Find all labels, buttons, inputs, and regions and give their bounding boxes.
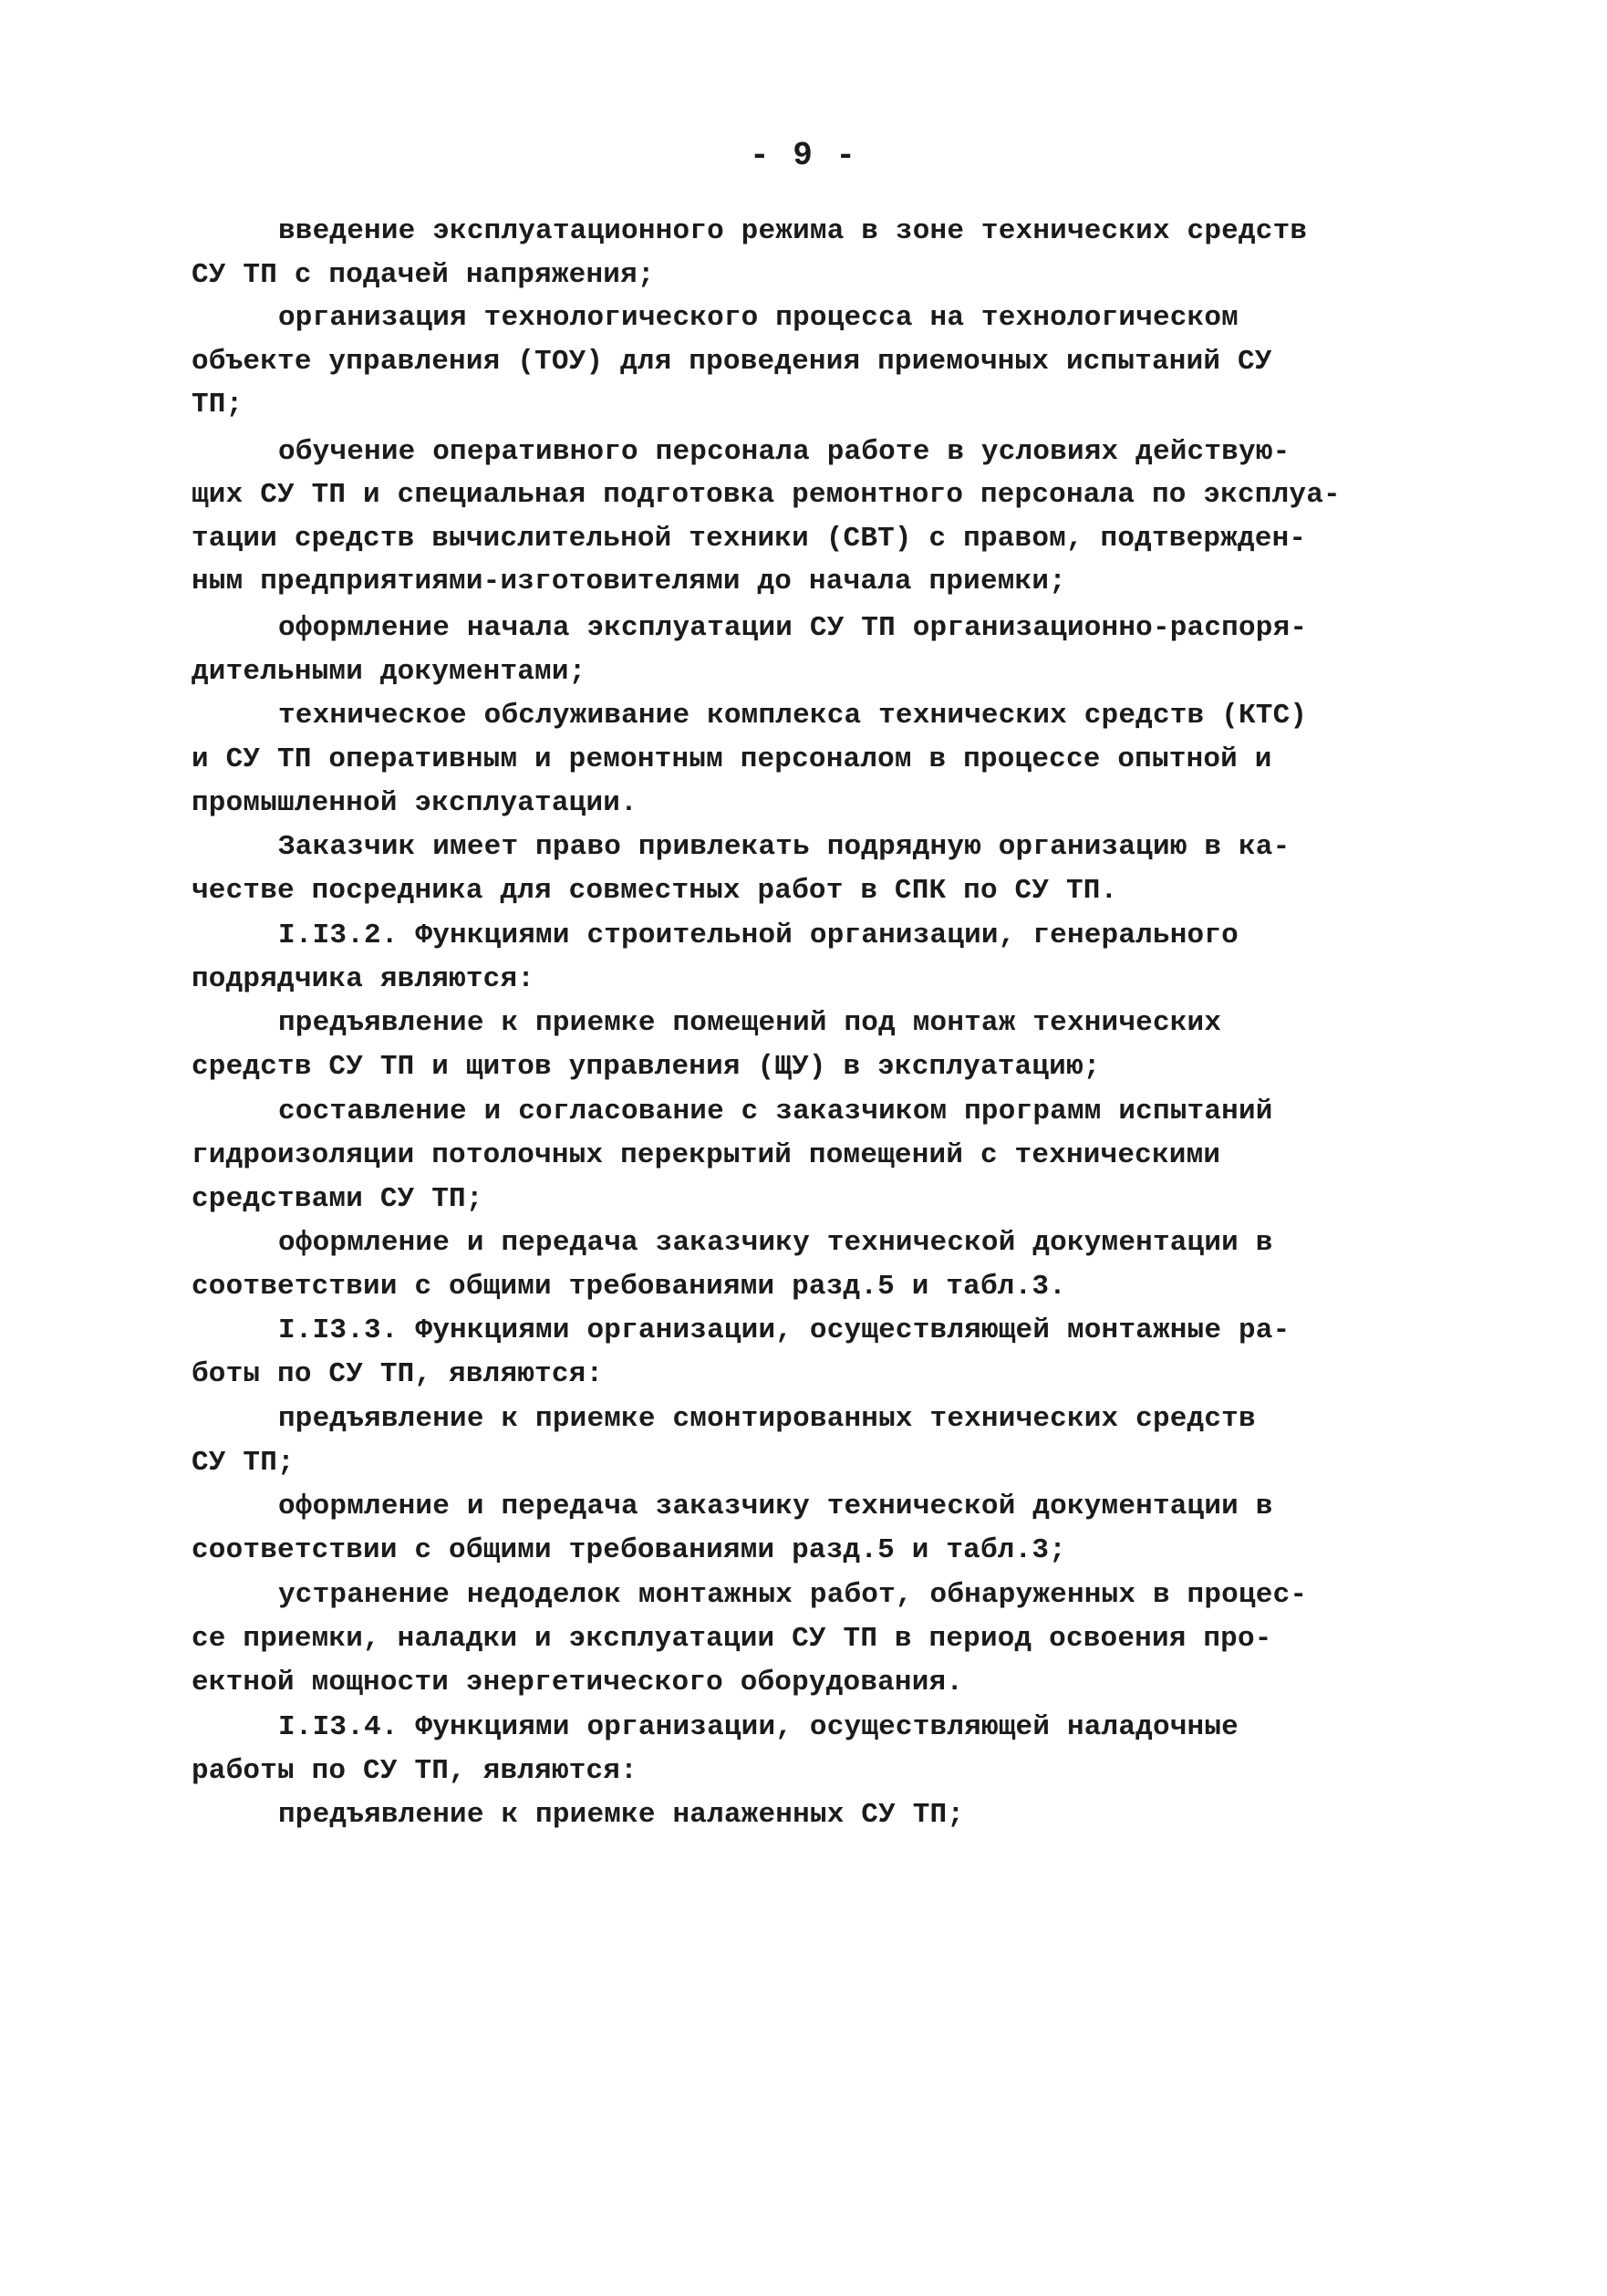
text-line: предъявление к приемке помещений под монтаж технических — [278, 1007, 1222, 1039]
text-line: I.I3.2. Функциями строительной организации, генерального — [278, 919, 1239, 951]
text-line: техническое обслуживание комплекса технических средств (КТС) — [278, 700, 1308, 732]
text-line: объекте управления (ТОУ) для проведения приемочных испытаний СУ — [192, 346, 1272, 378]
text-line: оформление и передача заказчику технической документации в — [278, 1491, 1273, 1522]
text-line: ектной мощности энергетического оборудования. — [192, 1667, 964, 1699]
text-line: гидроизоляции потолочных перекрытий помещений с техническими — [192, 1139, 1221, 1171]
text-line: тации средств вычислительной техники (СВТ) с правом, подтвержден- — [192, 523, 1307, 555]
text-line: се приемки, наладки и эксплуатации СУ ТП в период освоения про- — [192, 1623, 1272, 1655]
text-line: средствами СУ ТП; — [192, 1183, 483, 1215]
text-line: ТП; — [192, 389, 244, 421]
text-line: и СУ ТП оперативным и ремонтным персоналом в процессе опытной и — [192, 743, 1272, 775]
page-number: - 9 - — [749, 137, 858, 174]
text-line: Заказчик имеет право привлекать подрядную организацию в ка- — [278, 831, 1291, 863]
text-line: честве посредника для совместных работ в СПК по СУ ТП. — [192, 875, 1118, 907]
text-line: СУ ТП с подачей напряжения; — [192, 259, 655, 291]
text-line: оформление и передача заказчику технической документации в — [278, 1227, 1273, 1259]
text-line: промышленной эксплуатации. — [192, 787, 638, 819]
text-line: введение эксплуатационного режима в зоне технических средств — [278, 215, 1308, 247]
text-line: предъявление к приемке смонтированных технических средств — [278, 1403, 1256, 1435]
text-line: щих СУ ТП и специальная подготовка ремонтного персонала по эксплуа- — [192, 479, 1341, 511]
text-line: работы по СУ ТП, являются: — [192, 1755, 638, 1787]
text-line: оформление начала эксплуатации СУ ТП организационно-распоря- — [278, 612, 1308, 644]
text-line: боты по СУ ТП, являются: — [192, 1358, 604, 1390]
text-line: ным предприятиями-изготовителями до начала приемки; — [192, 566, 1066, 597]
text-line: соответствии с общими требованиями разд.5 и табл.3; — [192, 1534, 1066, 1566]
text-line: подрядчика являются: — [192, 963, 535, 995]
text-line: составление и согласование с заказчиком программ испытаний — [278, 1096, 1273, 1127]
text-line: обучение оперативного персонала работе в условиях действую- — [278, 436, 1291, 468]
text-line: устранение недоделок монтажных работ, обнаруженных в процес- — [278, 1579, 1308, 1611]
text-line: предъявление к приемке налаженных СУ ТП; — [278, 1799, 965, 1831]
text-line: дительными документами; — [192, 656, 586, 688]
text-line: организация технологического процесса на технологическом — [278, 302, 1239, 334]
text-line: СУ ТП; — [192, 1447, 295, 1479]
text-line: I.I3.3. Функциями организации, осуществляющей монтажные ра- — [278, 1314, 1291, 1346]
text-line: соответствии с общими требованиями разд.5 и табл.3. — [192, 1271, 1066, 1303]
text-line: средств СУ ТП и щитов управления (ЩУ) в эксплуатацию; — [192, 1051, 1101, 1083]
text-line: I.I3.4. Функциями организации, осуществляющей наладочные — [278, 1711, 1239, 1743]
